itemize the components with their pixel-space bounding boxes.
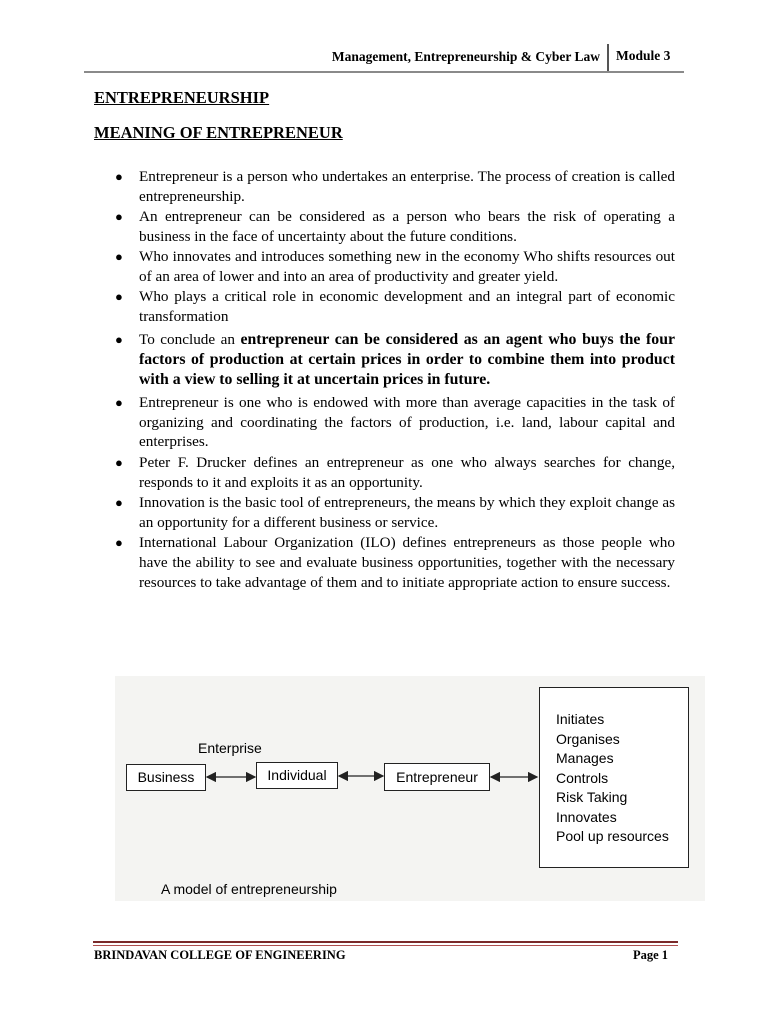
bullet-item: ● Peter F. Drucker defines an entrepreneur as one who always searches for change, responds to it and exploits it as an opportunity. (115, 453, 675, 491)
outcome-item: Innovates (556, 808, 617, 825)
bullet-dot-icon: ● (115, 534, 123, 550)
header-module: Module 3 (616, 48, 671, 63)
node-individual: Individual (256, 762, 338, 789)
outcome-item: Manages (556, 750, 614, 766)
bullet-item-conclusion: ● To conclude an entrepreneur can be considered as an agent who buys the four factors of production at certain prices in order to combine them into product with a view to selling it at uncertain prices in future. (115, 330, 676, 388)
bullet-dot-icon: ● (115, 454, 123, 470)
bullet-item: ● An entrepreneur can be considered as a person who bears the risk of operating a business in the face of uncertainty about the future conditions. (115, 208, 675, 245)
header-rule (84, 71, 684, 73)
bullet-dot-icon: ● (115, 169, 123, 184)
node-entrepreneur: Entrepreneur (384, 763, 490, 791)
bullet-dot-icon: ● (115, 394, 123, 410)
bullet-dot-icon: ● (115, 494, 123, 510)
footer-page-number: Page 1 (633, 948, 669, 962)
entrepreneurship-model-diagram (115, 676, 705, 901)
bullet-item: ● International Labour Organization (ILO) defines entrepreneurs as those people who have the ability to see and evaluate business opportunities, together with the necessary resources to take advantage of them and to initiate appropriate action to ensure success. (115, 533, 675, 591)
bullet-dot-icon: ● (115, 209, 123, 225)
outcome-item: Controls (556, 769, 609, 786)
header-divider (607, 44, 609, 71)
bullet-dot-icon: ● (115, 289, 123, 305)
bullet-item: ● Innovation is the basic tool of entrepreneurs, the means by which they exploit change as an opportunity for a different business or service. (115, 493, 675, 531)
node-business: Business (126, 764, 206, 791)
footer-rule-thin (93, 945, 678, 946)
heading-meaning-of-entrepreneur: MEANING OF ENTREPRENEUR (94, 123, 343, 142)
footer-rule (93, 941, 678, 943)
bullet-list (112, 167, 675, 593)
page-header (84, 44, 684, 72)
outcome-item: Risk Taking (556, 789, 628, 805)
footer-college: BRINDAVAN COLLEGE OF ENGINEERING (94, 948, 346, 962)
outcome-item: Initiates (556, 711, 605, 727)
bullet-item: ● Entrepreneur is one who is endowed with more than average capacities in the task of organizing and coordinating the factors of production, i.e. land, labour capital and enterprises. (115, 393, 675, 451)
bullet-item: ● Who innovates and introduces something new in the economy Who shifts resources out of an area of lower and into an area of productivity and greater yield. (115, 248, 675, 285)
bullet-dot-icon: ● (115, 249, 123, 265)
outcome-item: Organises (556, 730, 620, 747)
bullet-dot-icon: ● (115, 331, 123, 347)
bullet-item: ● Entrepreneur is a person who undertakes an enterprise. The process of creation is called entrepreneurship. (115, 168, 675, 205)
outcomes-box (539, 687, 689, 868)
diagram-caption: A model of entrepreneurship (161, 881, 337, 897)
enterprise-label: Enterprise (198, 740, 262, 756)
header-title: Management, Entrepreneurship & Cyber Law (331, 49, 600, 64)
bullet-item: ● Who plays a critical role in economic development and an integral part of economic transformation (115, 288, 675, 326)
outcome-item: Pool up resources (556, 828, 669, 844)
heading-entrepreneurship: ENTREPRENEURSHIP (94, 88, 270, 107)
